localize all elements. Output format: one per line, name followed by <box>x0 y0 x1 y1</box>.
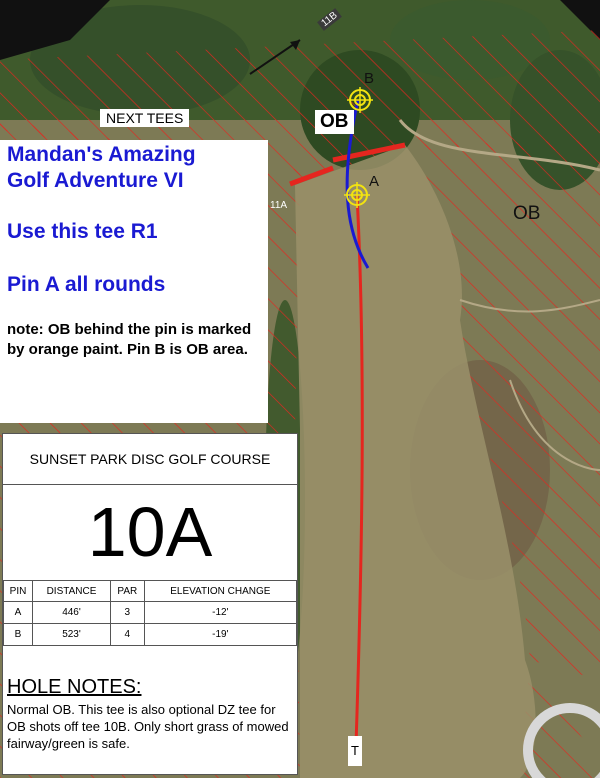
title-line: Golf Adventure VI <box>7 169 184 192</box>
table-cell: A <box>4 602 33 624</box>
hole-number: 10A <box>87 493 213 571</box>
table-row <box>4 624 297 646</box>
pin-table <box>3 580 297 646</box>
pin-a-letter: A <box>369 173 380 190</box>
tee-11a-label: 11A <box>270 200 288 211</box>
tee-11b-label: 11B <box>317 8 342 31</box>
table-cell: 3 <box>110 602 144 624</box>
pin-instruction: Pin A all rounds <box>7 273 166 296</box>
table-cell: 4 <box>110 624 144 646</box>
table-cell: -19' <box>144 624 296 646</box>
next-tees-label: NEXT TEES <box>100 109 189 127</box>
notes-heading: HOLE NOTES: <box>7 676 142 698</box>
title-line: Mandan's Amazing <box>7 143 196 166</box>
ob-area-label: OB <box>513 203 541 224</box>
notes-body: Normal OB. This tee is also optional DZ tee for OB shots off tee 10B. Only short grass of mowed fairway/green is safe. <box>7 702 289 751</box>
ob-pin-label: OB <box>315 110 354 134</box>
table-header: PAR <box>110 581 144 602</box>
table-cell: -12' <box>144 602 296 624</box>
hole-info-panel <box>0 140 268 423</box>
table-header: PIN <box>4 581 33 602</box>
table-header: ELEVATION CHANGE <box>144 581 296 602</box>
tee-instruction: Use this tee R1 <box>7 220 158 243</box>
table-row <box>4 602 297 624</box>
table-cell: 523' <box>33 624 111 646</box>
course-name: SUNSET PARK DISC GOLF COURSE <box>3 434 297 485</box>
ob-note: note: OB behind the pin is marked by orange paint. Pin B is OB area. <box>7 321 252 358</box>
table-cell: 446' <box>33 602 111 624</box>
pin-b-letter: B <box>364 70 375 87</box>
table-header: DISTANCE <box>33 581 111 602</box>
table-header-row <box>4 581 297 602</box>
tee-marker: T <box>348 736 362 766</box>
hole-card <box>2 433 298 775</box>
table-cell: B <box>4 624 33 646</box>
